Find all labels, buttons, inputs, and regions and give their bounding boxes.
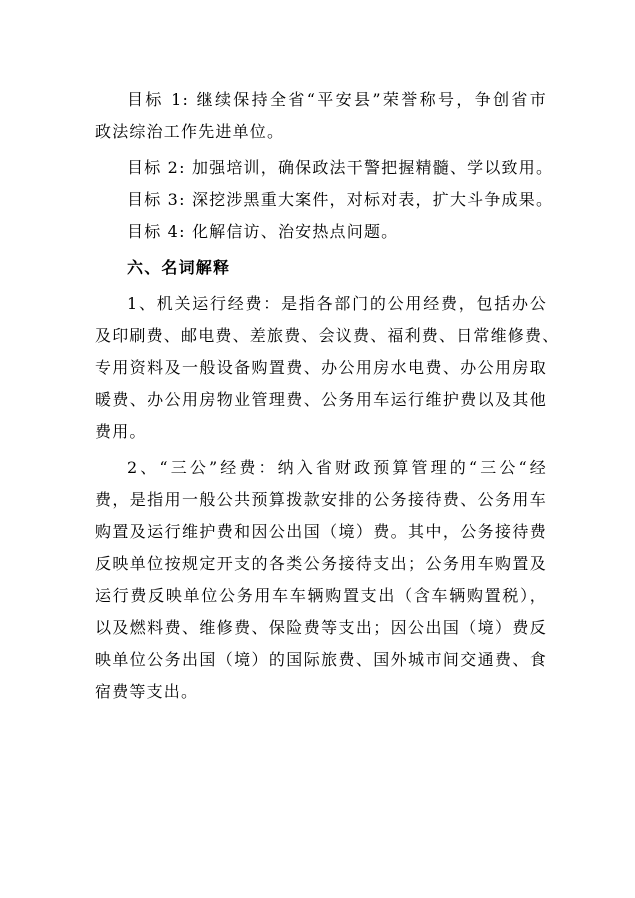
goal-3: 目标 3: 深挖涉黑重大案件，对标对表，扩大斗争成果。 xyxy=(127,190,554,209)
term-2-line: 宿费等支出。 xyxy=(95,682,199,701)
term-1-line: 1、机关运行经费：是指各部门的公用经费，包括办公 xyxy=(127,294,547,313)
term-2-line: 2、“三公”经费：纳入省财政预算管理的“三公“经 xyxy=(127,458,547,477)
goal-1-line-2: 政法综治工作先进单位。 xyxy=(95,122,285,141)
term-2-line: 映单位公务出国（境）的国际旅费、国外城市间交通费、食 xyxy=(95,650,547,669)
term-1-paragraph xyxy=(95,288,560,448)
document-page xyxy=(95,84,560,708)
term-2-line: 费，是指用一般公共预算拨款安排的公务接待费、公务用车 xyxy=(95,490,547,509)
term-2-line: 运行费反映单位公务用车车辆购置支出（含车辆购置税）， xyxy=(95,586,547,605)
term-1-line: 专用资料及一般设备购置费、办公用房水电费、办公用房取 xyxy=(95,358,547,377)
term-2-paragraph xyxy=(95,452,547,708)
term-2-line: 以及燃料费、维修费、保险费等支出；因公出国（境）费反 xyxy=(95,618,547,637)
goal-2: 目标 2: 加强培训，确保政法干警把握精髓、学以致用。 xyxy=(127,158,554,177)
goal-1-line-1: 目标 1: 继续保持全省“平安县”荣誉称号，争创省市 xyxy=(127,90,547,109)
goal-4: 目标 4: 化解信访、治安热点问题。 xyxy=(127,222,399,241)
term-1-line: 暖费、办公用房物业管理费、公务用车运行维护费以及其他 xyxy=(95,390,547,409)
term-2-line: 购置及运行维护费和因公出国（境）费。其中，公务接待费 xyxy=(95,522,547,541)
section-heading: 六、名词解释 xyxy=(127,258,231,277)
term-1-line: 及印刷费、邮电费、差旅费、会议费、福利费、日常维修费、 xyxy=(95,326,560,345)
term-2-line: 反映单位按规定开支的各类公务接待支出；公务用车购置及 xyxy=(95,554,547,573)
term-1-line: 费用。 xyxy=(95,422,147,441)
